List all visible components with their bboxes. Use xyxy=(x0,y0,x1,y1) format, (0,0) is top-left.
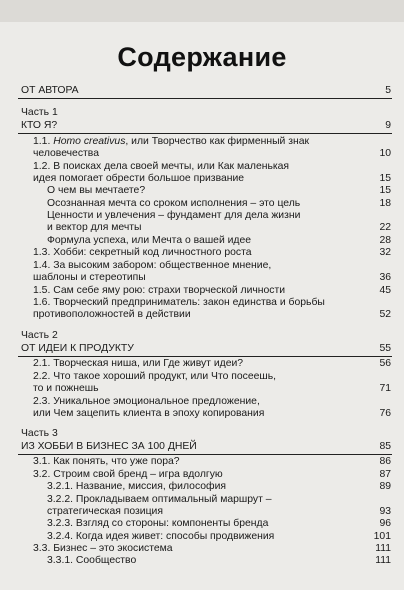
toc-entry-cont: или Чем зацепить клиента в эпоху копирования xyxy=(33,408,265,419)
divider-rule xyxy=(18,133,392,134)
toc-subentry: Осознанная мечта со сроком исполнения – это цель xyxy=(47,198,301,209)
toc-subentry: Формула успеха, или Мечта о вашей идее xyxy=(47,235,252,246)
entry-page: 101 xyxy=(373,531,391,542)
entry-page: 10 xyxy=(379,148,391,159)
entry-page: 18 xyxy=(379,198,391,209)
part1-page: 9 xyxy=(385,120,391,131)
toc-subentry: 3.2.2. Прокладываем оптимальный маршрут – xyxy=(47,494,272,505)
toc-subentry-cont: и вектор для мечты xyxy=(47,222,142,233)
toc-subentry-cont: стратегическая позиция xyxy=(47,506,163,517)
entry-page: 52 xyxy=(379,309,391,320)
toc-entry xyxy=(33,136,309,148)
toc-entry: 1.5. Сам себе яму рою: страхи творческой личности xyxy=(33,285,286,296)
entry-page: 71 xyxy=(379,383,391,394)
part3-title: ИЗ ХОББИ В БИЗНЕС ЗА 100 ДНЕЙ xyxy=(21,441,197,452)
entry-page: 15 xyxy=(379,173,391,184)
entry-page: 36 xyxy=(379,272,391,283)
toc-entry-cont: противоположностей в действии xyxy=(33,309,191,320)
toc-entry: 1.3. Хобби: секретный код личностного роста xyxy=(33,247,252,258)
toc-entry-cont: человечества xyxy=(33,148,99,159)
divider-rule xyxy=(18,98,392,99)
entry-text: 1.1. Homo creativus, или Творчество как фирменный знак xyxy=(33,136,310,147)
part3-page: 85 xyxy=(379,441,391,452)
divider-rule xyxy=(18,454,392,455)
entry-page: 89 xyxy=(379,481,391,492)
entry-page: 87 xyxy=(379,469,391,480)
entry-italic: Homo creativus xyxy=(53,136,126,147)
entry-page: 15 xyxy=(379,185,391,196)
toc-entry: 3.2. Строим свой бренд – игра вдолгую xyxy=(33,469,223,480)
part2-label: Часть 2 xyxy=(21,330,58,341)
toc-subentry: 3.2.3. Взгляд со стороны: компоненты бренда xyxy=(47,518,269,529)
part1-title: КТО Я? xyxy=(21,120,58,131)
entry-page: 86 xyxy=(379,456,391,467)
entry-page: 111 xyxy=(375,543,391,554)
toc-entry: 2.2. Что такое хороший продукт, или Что посеешь, xyxy=(33,371,277,382)
toc-entry: 1.4. За высоким забором: общественное мнение, xyxy=(33,260,272,271)
toc-entry: 1.6. Творческий предприниматель: закон единства и борьбы xyxy=(33,297,325,308)
part2-page: 55 xyxy=(379,343,391,354)
toc-subentry: 3.2.4. Когда идея живет: способы продвижения xyxy=(47,531,275,542)
toc-entry-cont: шаблоны и стереотипы xyxy=(33,272,146,283)
toc-entry: 3.3. Бизнес – это экосистема xyxy=(33,543,173,554)
entry-page: 93 xyxy=(379,506,391,517)
toc-entry-cont: идея помогает обрести большое призвание xyxy=(33,173,245,184)
toc-subentry: О чем вы мечтаете? xyxy=(47,185,146,196)
entry-page: 45 xyxy=(379,285,391,296)
divider-rule xyxy=(18,356,392,357)
entry-page: 32 xyxy=(379,247,391,258)
front-entry-label: ОТ АВТОРА xyxy=(21,85,79,96)
entry-page: 111 xyxy=(375,555,391,566)
front-entry-page: 5 xyxy=(385,85,391,96)
front-entry xyxy=(21,85,79,97)
toc-entry: 2.1. Творческая ниша, или Где живут идеи? xyxy=(33,358,244,369)
entry-page: 76 xyxy=(379,408,391,419)
part2-title: ОТ ИДЕИ К ПРОДУКТУ xyxy=(21,343,134,354)
entry-page: 28 xyxy=(379,235,391,246)
entry-page: 22 xyxy=(379,222,391,233)
toc-subentry: 3.2.1. Название, миссия, философия xyxy=(47,481,227,492)
previous-page-strip xyxy=(0,0,404,22)
page-title: Содержание xyxy=(117,42,287,72)
toc-entry: 2.3. Уникальное эмоциональное предложение, xyxy=(33,396,260,407)
toc-subentry: Ценности и увлечения – фундамент для дела жизни xyxy=(47,210,301,221)
entry-page: 56 xyxy=(379,358,391,369)
part1-label: Часть 1 xyxy=(21,107,58,118)
toc-subentry: 3.3.1. Сообщество xyxy=(47,555,137,566)
entry-page: 96 xyxy=(379,518,391,529)
toc-entry-cont: то и пожнешь xyxy=(33,383,99,394)
toc-entry: 3.1. Как понять, что уже пора? xyxy=(33,456,180,467)
part3-label: Часть 3 xyxy=(21,428,58,439)
toc-entry: 1.2. В поисках дела своей мечты, или Как маленькая xyxy=(33,161,290,172)
